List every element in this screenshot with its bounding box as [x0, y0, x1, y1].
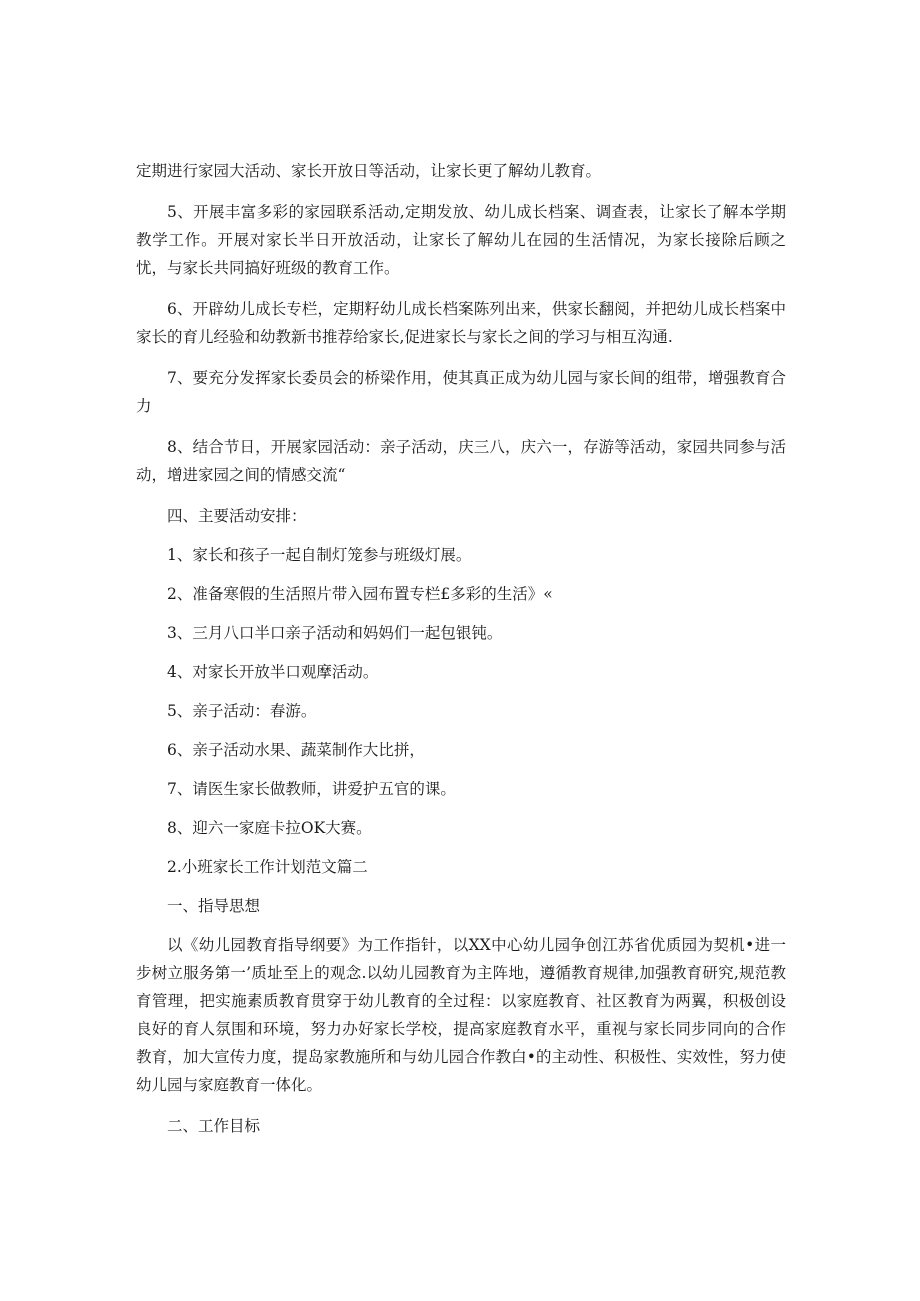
paragraph-guiding-thought: 以《幼儿园教育指导纲要》为工作指针，以XX中心幼儿园争创江苏省优质园为契机•进一步树立服务第一’质址至上的观念.以幼儿园教育为主阵地，遵循教育规律,加强教育研究,规范教育管理，把实施素质教育贯穿于幼儿教育的全过程：以家庭教育、社区教育为两翼，积极创设良好的育人氛围和环境，努力办好家长学校，提高家庭教育水平，重视与家长同步同向的合作教育，加大宣传力度，提岛家教施所和与幼儿园合作教白•的主动性、积极性、实效性，努力使幼儿园与家庭教育一体化。 — [136, 936, 786, 1094]
activity-item-7: 7、请医生家长做教师，讲爱护五官的课。 — [167, 780, 456, 798]
section-heading-guiding-thought: 一、指导思想 — [167, 897, 261, 915]
activity-item-3: 3、三月八口半口亲子活动和妈妈们一起包银钝。 — [167, 624, 503, 642]
activity-item-5: 5、亲子活动：春游。 — [167, 702, 317, 720]
paragraph-item-8: 8、结合节日，开展家园活动：亲子活动，庆三八，庆六一，存游等活动，家园共同参与活动，增进家园之间的情感交流“ — [136, 438, 786, 484]
paragraph-item-6: 6、开辟幼儿成长专栏，定期籽幼儿成长档案陈列出来，供家长翻阅，并把幼儿成长档案中家长的育儿经验和幼教新书推荐给家长,促进家长与家长之间的学习与相互沟通. — [136, 300, 786, 346]
activity-item-8: 8、迎六一家庭卡拉OK大赛。 — [167, 819, 372, 837]
activity-item-4: 4、对家长开放半口观摩活动。 — [167, 663, 379, 681]
activity-item-6: 6、亲子活动水果、蔬菜制作大比拼， — [167, 741, 425, 759]
activity-item-1: 1、家长和孩子一起自制灯笼参与班级灯展。 — [167, 546, 472, 564]
article-title-part-two: 2.小班家长工作计划范文篇二 — [167, 858, 368, 876]
paragraph-item-5: 5、开展丰富多彩的家园联系活动,定期发放、幼儿成长档案、调查表，让家长了解本学期教学工作。开展对家长半日开放活动，让家长了解幼儿在园的生活情况，为家长接除后顾之忧，与家长共同搞好班级的教育工作。 — [136, 203, 786, 277]
paragraph-intro: 定期进行家园大活动、家长开放日等活动，让家长更了解幼儿教育。 — [136, 162, 602, 180]
section-heading-activities: 四、主要活动安排： — [167, 507, 307, 525]
activity-item-2: 2、准备寒假的生活照片带入园布置专栏£多彩的生活》« — [167, 585, 553, 603]
document-body — [136, 157, 786, 1153]
section-heading-work-goals: 二、工作目标 — [167, 1117, 261, 1135]
paragraph-item-7: 7、要充分发挥家长委员会的桥梁作用，使其真正成为幼儿园与家长间的组带，增强教育合力 — [136, 369, 786, 415]
